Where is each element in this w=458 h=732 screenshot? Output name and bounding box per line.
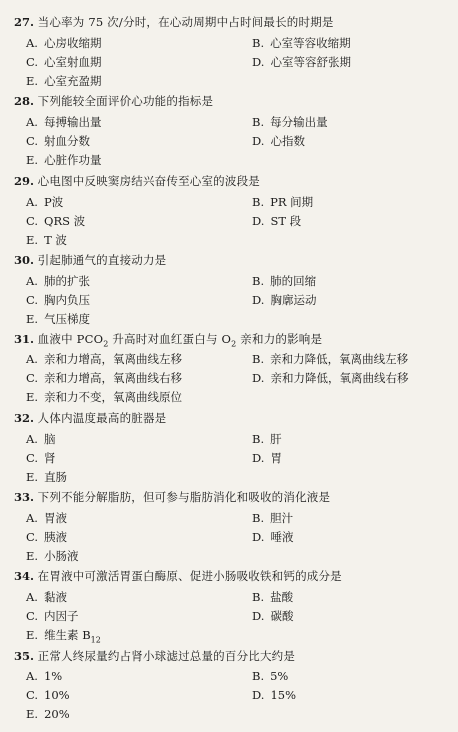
- option-b: B. 盐酸: [252, 590, 294, 604]
- option-e: E. 小肠液: [26, 549, 79, 563]
- question-text: 正常人终尿量约占肾小球滤过总量的百分比大约是: [37, 649, 296, 663]
- question-text: 下列不能分解脂肪，但可参与脂肪消化和吸收的消化液是: [37, 490, 331, 504]
- question-number: 32.: [14, 411, 35, 425]
- question-number: 33.: [14, 490, 35, 504]
- option-b: B. 肝: [252, 432, 282, 446]
- question-text: 下列能较全面评价心功能的指标是: [37, 94, 214, 108]
- option-a: A. 1%: [26, 669, 63, 683]
- question-number: 30.: [14, 253, 35, 267]
- question-text: 在胃液中可激活胃蛋白酶原、促进小肠吸收铁和钙的成分是: [37, 569, 342, 583]
- option-b: B. 亲和力降低，氧离曲线左移: [252, 352, 409, 366]
- option-c: C. 射血分数: [26, 134, 91, 148]
- question-stem: [14, 489, 330, 505]
- option-b: B. 心室等容收缩期: [252, 36, 351, 50]
- question-number: 34.: [14, 569, 35, 583]
- option-e: E. 直肠: [26, 470, 68, 484]
- option-d: D. 15%: [252, 688, 297, 702]
- option-a: A. 脑: [26, 432, 56, 446]
- option-c: C. 内因子: [26, 609, 79, 623]
- option-b: B. 每分输出量: [252, 115, 328, 129]
- option-e: E. T 波: [26, 233, 67, 247]
- option-d: D. 胸廓运动: [252, 293, 317, 307]
- question-number: 31.: [14, 332, 35, 346]
- option-c: C. 10%: [26, 688, 70, 702]
- option-c: C. QRS 波: [26, 214, 86, 228]
- option-c: C. 胸内负压: [26, 293, 91, 307]
- option-e: E. 20%: [26, 707, 70, 721]
- option-e: E. 心室充盈期: [26, 74, 102, 88]
- option-d: D. 碳酸: [252, 609, 294, 623]
- option-d: D. 胃: [252, 451, 282, 465]
- option-a: A. 胃液: [26, 511, 67, 525]
- question-stem: [14, 331, 322, 347]
- option-d: D. ST 段: [252, 214, 302, 228]
- option-e: E. 维生素 $B_{12}$: [26, 628, 101, 645]
- option-d: D. 唾液: [252, 530, 294, 544]
- option-d: D. 心指数: [252, 134, 305, 148]
- question-stem: [14, 14, 334, 30]
- option-c: C. 肾: [26, 451, 56, 465]
- question-number: 28.: [14, 94, 35, 108]
- option-b: B. 5%: [252, 669, 289, 683]
- option-a: A. 肺的扩张: [26, 274, 90, 288]
- option-a: A. 黏液: [26, 590, 67, 604]
- question-stem: [14, 252, 166, 268]
- option-c: C. 胰液: [26, 530, 68, 544]
- option-c: C. 亲和力增高，氧离曲线右移: [26, 371, 183, 385]
- question-number: 29.: [14, 174, 35, 188]
- question-stem: [14, 410, 166, 426]
- question-stem: [14, 568, 342, 584]
- question-number: 27.: [14, 15, 35, 29]
- option-a: A. 心房收缩期: [26, 36, 102, 50]
- question-text: 人体内温度最高的脏器是: [37, 411, 167, 425]
- option-b: B. PR 间期: [252, 195, 314, 209]
- question-number: 35.: [14, 649, 35, 663]
- option-e: E. 亲和力不变，氧离曲线原位: [26, 390, 183, 404]
- option-a: A. 亲和力增高，氧离曲线左移: [26, 352, 182, 366]
- question-stem: [14, 648, 295, 664]
- option-e: E. 心脏作功量: [26, 153, 102, 167]
- option-c: C. 心室射血期: [26, 55, 102, 69]
- option-a: A. 每搏输出量: [26, 115, 102, 129]
- question-stem: [14, 93, 213, 109]
- option-b: B. 胆汁: [252, 511, 294, 525]
- question-text: 心电图中反映窦房结兴奋传至心室的波段是: [37, 174, 260, 188]
- option-e: E. 气压梯度: [26, 312, 91, 326]
- question-stem: [14, 173, 260, 189]
- option-b: B. 肺的回缩: [252, 274, 317, 288]
- option-d: D. 心室等容舒张期: [252, 55, 351, 69]
- question-text: 血液中 $PCO_2$ 升高时对血红蛋白与 $O_2$ 亲和力的影响是: [37, 332, 323, 349]
- option-d: D. 亲和力降低，氧离曲线右移: [252, 371, 409, 385]
- option-a: A. P波: [26, 195, 64, 209]
- question-text: 当心率为 75 次/分时，在心动周期中占时间最长的时期是: [37, 15, 334, 29]
- question-text: 引起肺通气的直接动力是: [37, 253, 167, 267]
